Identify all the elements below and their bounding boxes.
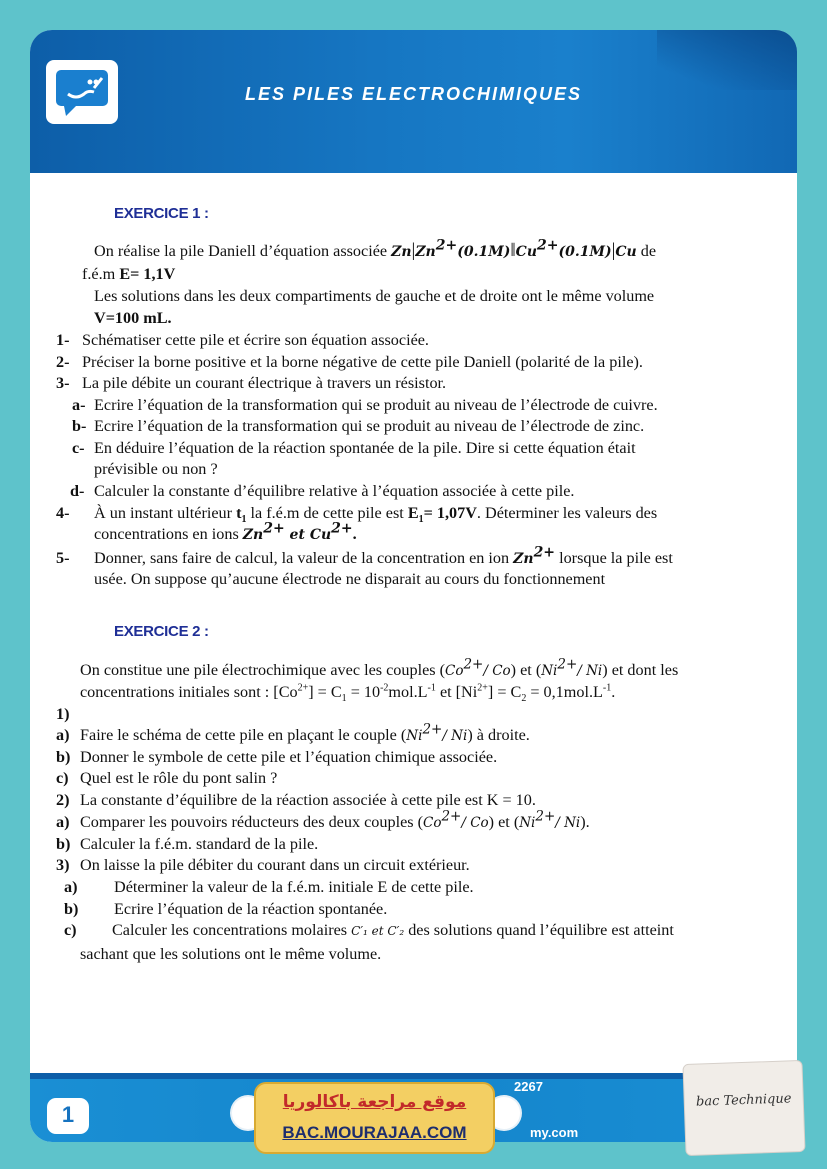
ex2-question-3c: [64, 920, 674, 941]
exercise-2-title: EXERCICE 2 :: [114, 623, 209, 640]
footer-partial-site[interactable]: my.com: [530, 1125, 579, 1140]
header-corner-shade: [657, 30, 797, 90]
q-text: lorsque la pile est: [555, 549, 673, 567]
couple-charge: 2+: [441, 808, 462, 825]
q-text: concentrations en ions: [94, 525, 243, 543]
ex1-question-5: [56, 544, 673, 569]
q-text: Faire le schéma de cette pile en plaçant le couple (: [80, 726, 407, 744]
fem-label: f.é.m: [82, 265, 120, 283]
q-text: Calculer la constante d’équilibre relative à l’équation associée à cette pile.: [94, 482, 575, 500]
sup: 2+: [477, 682, 488, 694]
page-number: 1: [61, 1102, 75, 1127]
cell-cu-conc: (0.1M): [558, 244, 612, 260]
ex2-part-1: 1): [56, 705, 70, 723]
cell-cu-ion: Cu: [515, 244, 537, 260]
couple-charge: 2+: [557, 656, 578, 673]
couple-co-red: / Co: [461, 815, 489, 831]
q-text: La pile débite un courant électrique à travers un résistor.: [82, 374, 447, 392]
q-number: b): [56, 835, 71, 853]
q-number: b): [64, 900, 79, 918]
q-number: a): [64, 878, 78, 896]
q-text: Ecrire l’équation de la transformation qui se produit au niveau de l’électrode de zinc.: [94, 417, 645, 435]
ex1-question-3c: [72, 438, 636, 458]
cell-anode: Zn: [391, 244, 412, 260]
ion-charge: 2+: [331, 520, 353, 537]
couple-ni: Ni: [519, 815, 536, 831]
q-number: a-: [72, 396, 86, 414]
couple-ni: Ni: [406, 728, 423, 744]
q-text: ).: [580, 813, 590, 831]
period: .: [352, 525, 357, 543]
q-number: d-: [70, 482, 85, 500]
time-index: 1: [241, 514, 247, 526]
sub: 1: [341, 693, 347, 705]
ex1-volume: V=100 mL.: [94, 309, 172, 327]
bac-technique-stamp: [682, 1060, 805, 1156]
ex1-intro-end: de: [636, 242, 657, 260]
sup: 2+: [297, 682, 309, 694]
fem-value: = 1,07V: [423, 504, 477, 522]
q-number: 2-: [56, 353, 70, 371]
ex2-part-3: [56, 855, 470, 875]
q-number: c): [64, 921, 77, 939]
couple-ni: Ni: [541, 663, 558, 679]
q-text: Donner le symbole de cette pile et l’équation chimique associée.: [80, 748, 498, 766]
ex1-question-3c-cont: prévisible ou non ?: [94, 460, 218, 478]
site-badge-url[interactable]: BAC.MOURAJAA.COM: [282, 1123, 467, 1142]
ex2-question-1a: [56, 721, 530, 746]
q-text: La constante d’équilibre de la réaction associée à cette pile est K = 10.: [80, 791, 536, 809]
q-text: On laisse la pile débiter du courant dans un circuit extérieur.: [80, 856, 470, 874]
ex1-question-5-cont: usée. On suppose qu’aucune électrode ne disparait au cours du fonctionnement: [94, 570, 606, 588]
couple-charge: 2+: [535, 808, 556, 825]
q-number: 1-: [56, 331, 70, 349]
couple-charge: 2+: [422, 721, 443, 738]
p-text: concentrations initiales sont : [Co: [80, 683, 298, 701]
page-title: LES PILES ELECTROCHIMIQUES: [244, 84, 583, 104]
q-text: Donner, sans faire de calcul, la valeur de la concentration en ion: [94, 549, 514, 567]
q-text: Calculer la f.é.m. standard de la pile.: [80, 835, 319, 853]
q-number: 5-: [56, 549, 70, 567]
sup: -1: [427, 682, 436, 694]
couple-charge: 2+: [463, 656, 484, 673]
ion-charge: 2+: [533, 544, 556, 561]
ion-cu: Cu: [309, 527, 332, 543]
p-text: On constitue une pile électrochimique avec les couples (: [80, 661, 445, 679]
q-text: Schématiser cette pile et écrire son équation associée.: [82, 331, 429, 349]
ex1-question-4-cont: [94, 520, 357, 545]
ex1-question-4: [56, 503, 658, 526]
q-text: des solutions quand l’équilibre est atteint: [404, 921, 674, 939]
ex1-question-3a: [72, 395, 658, 415]
ex2-question-3c-cont: sachant que les solutions ont le même volume.: [80, 945, 382, 963]
concentrations-math: C′₁ et C′₂: [351, 924, 405, 938]
q-number: a): [56, 726, 70, 744]
document-page: [30, 30, 797, 1142]
time-symbol: t: [236, 504, 242, 522]
ex2-part-2: [56, 790, 536, 810]
site-badge[interactable]: [254, 1082, 495, 1154]
ion-charge: 2+: [263, 520, 285, 537]
site-badge-arabic: موقع مراجعة باكالوريا: [282, 1092, 467, 1112]
page-header: [30, 30, 797, 173]
ex1-question-1: [56, 330, 429, 350]
ex1-intro-line-1: On réalise la pile Daniell d’équation associée $Zn|Zn^{2+}(0.1M)‖Cu^{2+}(0.1M)|Cu$ de: [94, 237, 657, 261]
ex2-question-3b: [64, 899, 387, 919]
p-text: et [Ni: [435, 683, 478, 701]
sup: -2: [380, 682, 389, 694]
cell-zn-conc: (0.1M): [457, 244, 511, 260]
fem-index: 1: [418, 514, 424, 526]
q-text: Ecrire l’équation de la transformation qui se produit au niveau de l’électrode de cuivre.: [94, 396, 658, 414]
cell-zn-ion: Zn: [415, 244, 436, 260]
sub: 2: [521, 693, 527, 705]
q-number: b-: [72, 417, 87, 435]
p-text: ) et dont les: [602, 661, 679, 679]
q-text: Ecrire l’équation de la réaction spontanée.: [114, 900, 388, 918]
q-number: c): [56, 769, 69, 787]
ex1-question-3d: [70, 481, 574, 501]
couple-co: Co: [423, 815, 442, 831]
ex1-question-3b: [72, 416, 644, 436]
q-number: 3-: [56, 374, 70, 392]
ex1-question-3: [56, 373, 446, 393]
couple-co-red: / Co: [483, 663, 511, 679]
math-et: et: [284, 527, 310, 543]
q-text: À un instant ultérieur: [94, 504, 237, 522]
ex1-intro-line-2: [82, 264, 175, 284]
ex2-question-1b: [56, 747, 497, 767]
p-text: ] = C: [487, 683, 522, 701]
q-text: Calculer les concentrations molaires: [112, 921, 352, 939]
page-number-badge: [47, 1098, 89, 1134]
ion-zn: Zn: [513, 551, 534, 567]
p-text: mol.L: [388, 683, 428, 701]
ex1-question-2: [56, 352, 643, 372]
q-number: 2): [56, 791, 70, 809]
q-text: En déduire l’équation de la réaction spontanée de la pile. Dire si cette équation était: [94, 439, 636, 457]
ex1-intro-text: On réalise la pile Daniell d’équation associée: [94, 242, 392, 260]
fem-value: E= 1,1V: [119, 265, 176, 283]
q-number: 3): [56, 856, 70, 874]
fem-symbol: E: [407, 504, 419, 522]
ex2-intro-line-2: [80, 682, 616, 705]
q-text: Déterminer la valeur de la f.é.m. initiale E de cette pile.: [114, 878, 474, 896]
stamp-text: bac Technique: [695, 1091, 792, 1110]
cell-cathode: Cu: [615, 244, 637, 260]
p-text: .: [611, 683, 616, 701]
q-number: 4-: [56, 504, 70, 522]
p-text: ) et (: [510, 661, 542, 679]
q-text: Quel est le rôle du pont salin ?: [80, 769, 278, 787]
exercise-1-title: EXERCICE 1 :: [114, 205, 209, 222]
ex2-question-2a: [56, 808, 590, 833]
ion-zn: Zn: [242, 527, 264, 543]
p-text: ] = C: [308, 683, 342, 701]
q-text: Comparer les pouvoirs réducteurs des deux couples (: [80, 813, 423, 831]
couple-ni-red: / Ni: [577, 663, 603, 679]
q-text: ) à droite.: [467, 726, 530, 744]
q-number: b): [56, 748, 71, 766]
ex2-question-2b: [56, 834, 318, 854]
p-text: = 10: [346, 683, 381, 701]
cell-zn-charge: 2+: [435, 237, 458, 254]
q-number: c-: [72, 439, 85, 457]
p-text: = 0,1mol.L: [526, 683, 603, 701]
ex1-intro-line-3: Les solutions dans les deux compartiments de gauche et de droite ont le même volume: [94, 287, 655, 305]
couple-co: Co: [445, 663, 464, 679]
couple-ni-red: / Ni: [555, 815, 581, 831]
ex2-question-1c: [56, 768, 277, 788]
q-text: ) et (: [488, 813, 520, 831]
q-text: . Déterminer les valeurs des: [476, 504, 658, 522]
footer-partial-number: 2267: [514, 1079, 543, 1094]
couple-ni-red: / Ni: [442, 728, 468, 744]
ex2-question-3a: [64, 877, 474, 897]
q-text: Préciser la borne positive et la borne négative de cette pile Daniell (polarité de la pile).: [82, 353, 643, 371]
sup: -1: [602, 682, 612, 694]
q-text: la f.é.m de cette pile est: [246, 504, 408, 522]
cell-cu-charge: 2+: [537, 237, 559, 254]
q-number: a): [56, 813, 70, 831]
ex2-intro-line-1: [80, 656, 679, 681]
